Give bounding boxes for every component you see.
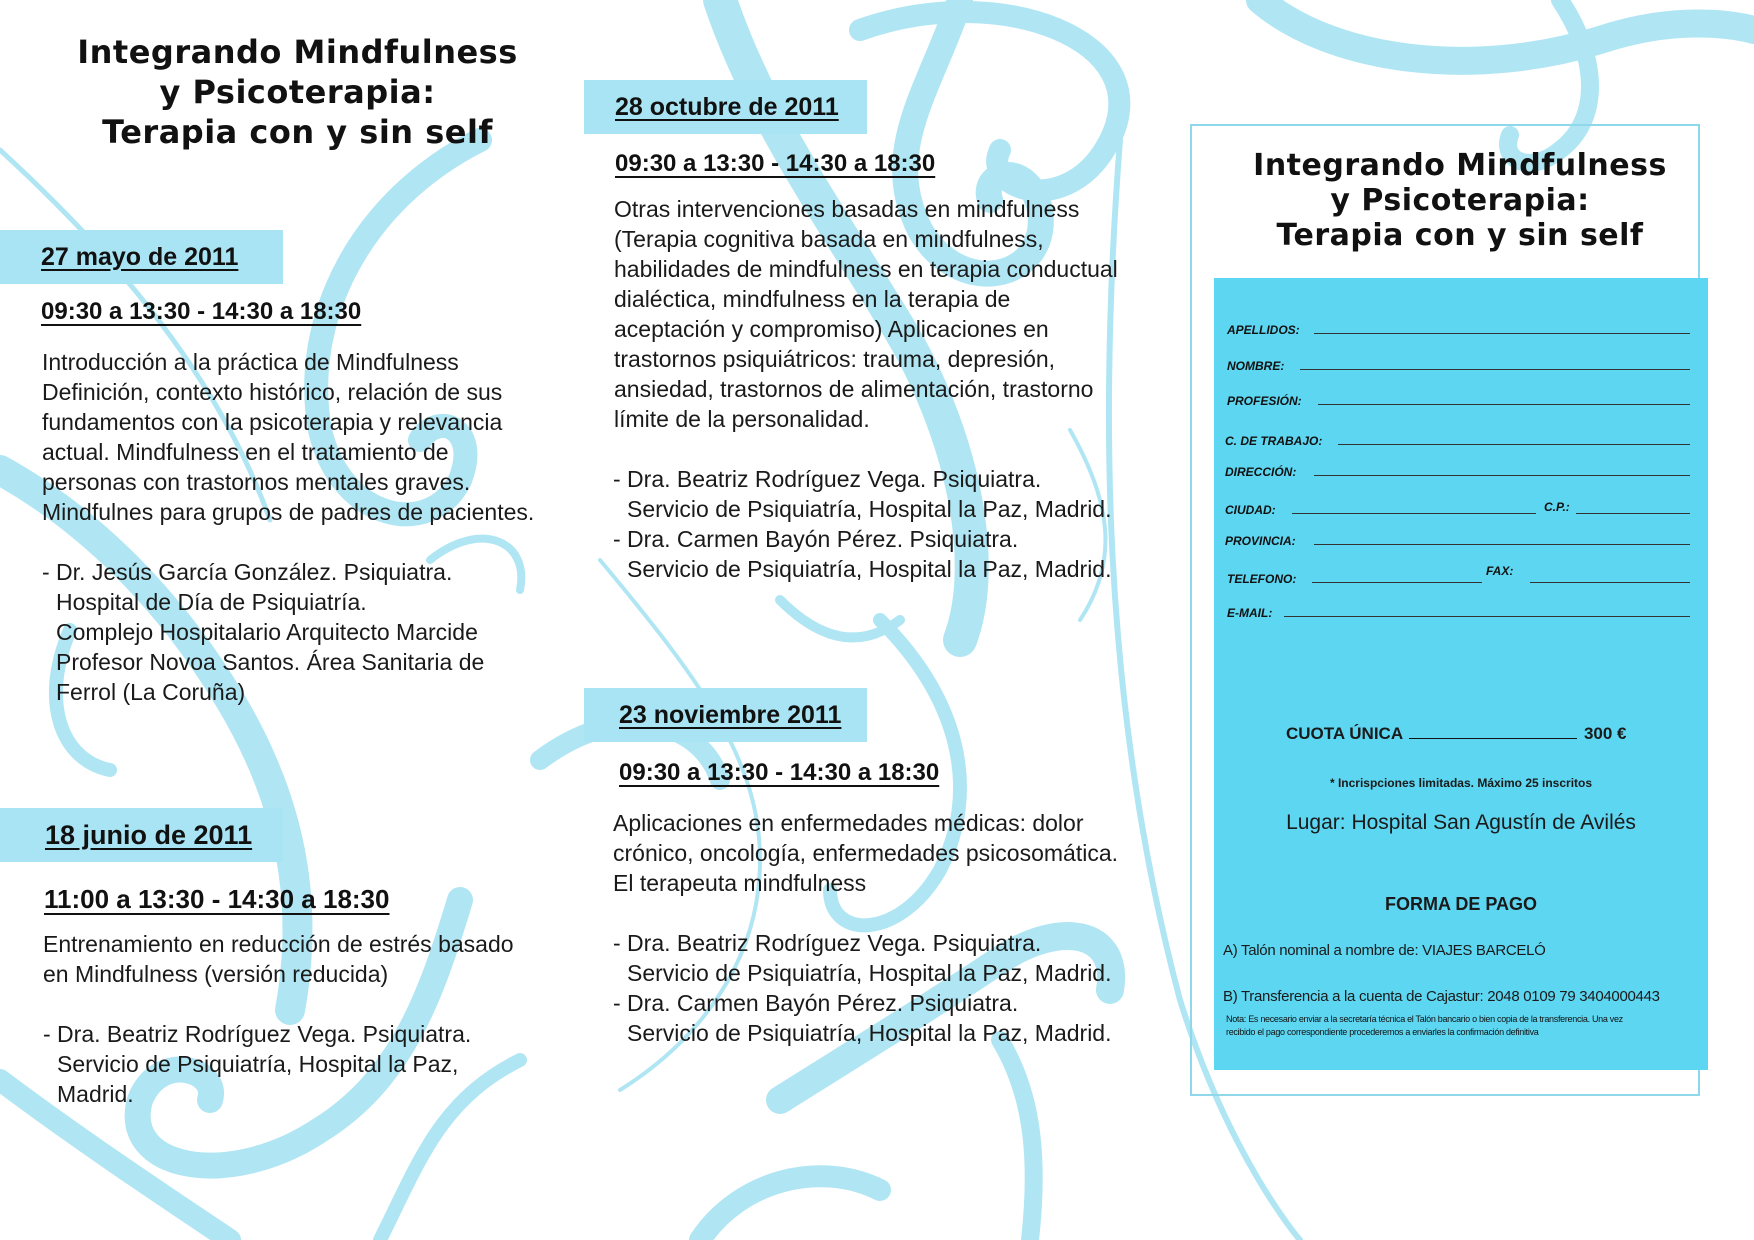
profesion-label: PROFESIÓN: bbox=[1227, 394, 1302, 408]
session-3-date-box bbox=[584, 80, 867, 134]
registration-form bbox=[1214, 278, 1708, 1070]
session-4-desc-line: crónico, oncología, enfermedades psicosomática. bbox=[613, 840, 1119, 866]
brochure-title bbox=[40, 32, 555, 152]
trabajo-field[interactable] bbox=[1338, 444, 1690, 445]
session-1-desc-line: Mindfulnes para grupos de padres de pacientes. bbox=[42, 499, 535, 525]
provincia-label: PROVINCIA: bbox=[1225, 534, 1296, 548]
email-label: E-MAIL: bbox=[1227, 606, 1273, 620]
trabajo-label: C. DE TRABAJO: bbox=[1225, 434, 1323, 448]
session-1-time: 09:30 a 13:30 - 14:30 a 18:30 bbox=[41, 298, 362, 325]
cp-field[interactable] bbox=[1576, 513, 1690, 514]
session-4-time: 09:30 a 13:30 - 14:30 a 18:30 bbox=[619, 759, 940, 786]
session-1-speaker-line: Profesor Novoa Santos. Área Sanitaria de bbox=[56, 649, 485, 675]
direccion-label: DIRECCIÓN: bbox=[1225, 465, 1297, 479]
direccion-field[interactable] bbox=[1314, 475, 1690, 476]
session-2-time: 11:00 a 13:30 - 14:30 a 18:30 bbox=[44, 884, 390, 914]
session-4-speaker-line: - Dra. Carmen Bayón Pérez. Psiquiatra. bbox=[613, 990, 1019, 1016]
payment-note bbox=[1226, 1013, 1702, 1039]
session-2-speaker-line: Servicio de Psiquiatría, Hospital la Paz, bbox=[57, 1051, 459, 1077]
session-1-date: 27 mayo de 2011 bbox=[41, 242, 239, 271]
provincia-field[interactable] bbox=[1314, 544, 1690, 545]
session-3-speaker bbox=[613, 464, 1112, 584]
session-3-desc-line: aceptación y compromiso) Aplicaciones en bbox=[614, 316, 1049, 342]
session-1-speaker bbox=[42, 557, 484, 707]
payment-option-a: A) Talón nominal a nombre de: VIAJES BARCELÓ bbox=[1223, 942, 1546, 959]
session-3-date: 28 octubre de 2011 bbox=[615, 92, 839, 121]
venue: Lugar: Hospital San Agustín de Avilés bbox=[1286, 811, 1636, 834]
nombre-field[interactable] bbox=[1300, 369, 1690, 370]
payment-note-line-2: recibido el pago correspondiente procederemos a enviarles la confirmación definitiva bbox=[1226, 1027, 1539, 1037]
session-2-speaker bbox=[43, 1019, 471, 1109]
session-1-desc-line: actual. Mindfulness en el tratamiento de bbox=[42, 439, 449, 465]
profesion-field[interactable] bbox=[1318, 404, 1690, 405]
telefono-label: TELEFONO: bbox=[1227, 572, 1297, 586]
session-1-desc-line: Definición, contexto histórico, relación de sus bbox=[42, 379, 503, 405]
session-3-desc-line: habilidades de mindfulness en terapia conductual bbox=[614, 256, 1118, 282]
session-3-speaker-line: Servicio de Psiquiatría, Hospital la Paz, Madrid. bbox=[627, 496, 1112, 522]
session-3-desc-line: Otras intervenciones basadas en mindfulness bbox=[614, 196, 1080, 222]
session-1-speaker-line: Complejo Hospitalario Arquitecto Marcide bbox=[56, 619, 478, 645]
fee-label: CUOTA ÚNICA bbox=[1286, 724, 1403, 743]
session-4-desc-line: Aplicaciones en enfermedades médicas: dolor bbox=[613, 810, 1084, 836]
session-3-description bbox=[614, 194, 1118, 434]
session-1-desc-line: fundamentos con la psicoterapia y relevancia bbox=[42, 409, 503, 435]
payment-title: FORMA DE PAGO bbox=[1385, 894, 1537, 914]
session-2-date-box bbox=[0, 808, 283, 862]
session-4-speaker-line: Servicio de Psiquiatría, Hospital la Paz, Madrid. bbox=[627, 960, 1112, 986]
apellidos-field[interactable] bbox=[1314, 333, 1690, 334]
session-3-desc-line: límite de la personalidad. bbox=[614, 406, 870, 432]
ciudad-label: CIUDAD: bbox=[1225, 503, 1276, 517]
title-line-2: y Psicoterapia: bbox=[159, 73, 436, 111]
session-3-speaker-line: - Dra. Beatriz Rodríguez Vega. Psiquiatra. bbox=[613, 466, 1042, 492]
session-4-description bbox=[613, 808, 1118, 898]
title-line-1: Integrando Mindfulness bbox=[77, 33, 518, 71]
fax-field[interactable] bbox=[1530, 582, 1690, 583]
session-4-speaker-line: Servicio de Psiquiatría, Hospital la Paz, Madrid. bbox=[627, 1020, 1112, 1046]
session-2-desc-line: en Mindfulness (versión reducida) bbox=[43, 961, 389, 987]
ciudad-field[interactable] bbox=[1292, 513, 1536, 514]
session-1-desc-line: personas con trastornos mentales graves. bbox=[42, 469, 471, 495]
session-3-desc-line: ansiedad, trastornos de alimentación, trastorno bbox=[614, 376, 1094, 402]
email-field[interactable] bbox=[1284, 616, 1690, 617]
session-1-speaker-line: Hospital de Día de Psiquiatría. bbox=[56, 589, 367, 615]
payment-option-b: B) Transferencia a la cuenta de Cajastur: 2048 0109 79 3404000443 bbox=[1223, 988, 1660, 1005]
reg-title-line-1: Integrando Mindfulness bbox=[1253, 148, 1667, 183]
session-1-description bbox=[42, 347, 534, 527]
session-3-desc-line: (Terapia cognitiva basada en mindfulness, bbox=[614, 226, 1044, 252]
fee-row bbox=[1286, 724, 1626, 744]
session-3-time: 09:30 a 13:30 - 14:30 a 18:30 bbox=[615, 150, 936, 177]
session-1-date-box bbox=[0, 230, 283, 284]
fee-rule bbox=[1409, 738, 1577, 739]
payment-note-line-1: Nota: Es necesario enviar a la secretaría técnica el Talón bancario o bien copia de la transferencia. Una vez bbox=[1226, 1014, 1623, 1024]
session-1-desc-line: Introducción a la práctica de Mindfulness bbox=[42, 349, 459, 375]
session-1-speaker-line: - Dr. Jesús García González. Psiquiatra. bbox=[42, 559, 453, 585]
session-3-desc-line: dialéctica, mindfulness en la terapia de bbox=[614, 286, 1011, 312]
fax-label: FAX: bbox=[1486, 564, 1514, 578]
session-2-desc-line: Entrenamiento en reducción de estrés basado bbox=[43, 931, 514, 957]
session-4-desc-line: El terapeuta mindfulness bbox=[613, 870, 867, 896]
session-1-speaker-line: Ferrol (La Coruña) bbox=[56, 679, 246, 705]
telefono-field[interactable] bbox=[1312, 582, 1482, 583]
session-2-date: 18 junio de 2011 bbox=[45, 819, 253, 850]
reg-title-line-3: Terapia con y sin self bbox=[1276, 218, 1644, 253]
session-3-speaker-line: Servicio de Psiquiatría, Hospital la Paz, Madrid. bbox=[627, 556, 1112, 582]
session-2-speaker-line: Madrid. bbox=[57, 1081, 134, 1107]
session-4-speaker bbox=[613, 928, 1112, 1048]
session-4-speaker-line: - Dra. Beatriz Rodríguez Vega. Psiquiatra. bbox=[613, 930, 1042, 956]
session-3-speaker-line: - Dra. Carmen Bayón Pérez. Psiquiatra. bbox=[613, 526, 1019, 552]
session-4-date-box bbox=[584, 688, 867, 742]
apellidos-label: APELLIDOS: bbox=[1227, 323, 1300, 337]
nombre-label: NOMBRE: bbox=[1227, 359, 1285, 373]
title-line-3: Terapia con y sin self bbox=[102, 113, 493, 151]
cp-label: C.P.: bbox=[1544, 500, 1570, 514]
registration-title bbox=[1200, 148, 1720, 253]
session-4-date: 23 noviembre 2011 bbox=[619, 700, 842, 729]
session-2-description bbox=[43, 929, 514, 989]
fee-amount: 300 € bbox=[1583, 724, 1627, 743]
reg-title-line-2: y Psicoterapia: bbox=[1330, 183, 1590, 218]
session-3-desc-line: trastornos psiquiátricos: trauma, depresión, bbox=[614, 346, 1056, 372]
session-2-speaker-line: - Dra. Beatriz Rodríguez Vega. Psiquiatra. bbox=[43, 1021, 472, 1047]
limit-note: * Incrispciones limitadas. Máximo 25 inscritos bbox=[1329, 776, 1593, 790]
